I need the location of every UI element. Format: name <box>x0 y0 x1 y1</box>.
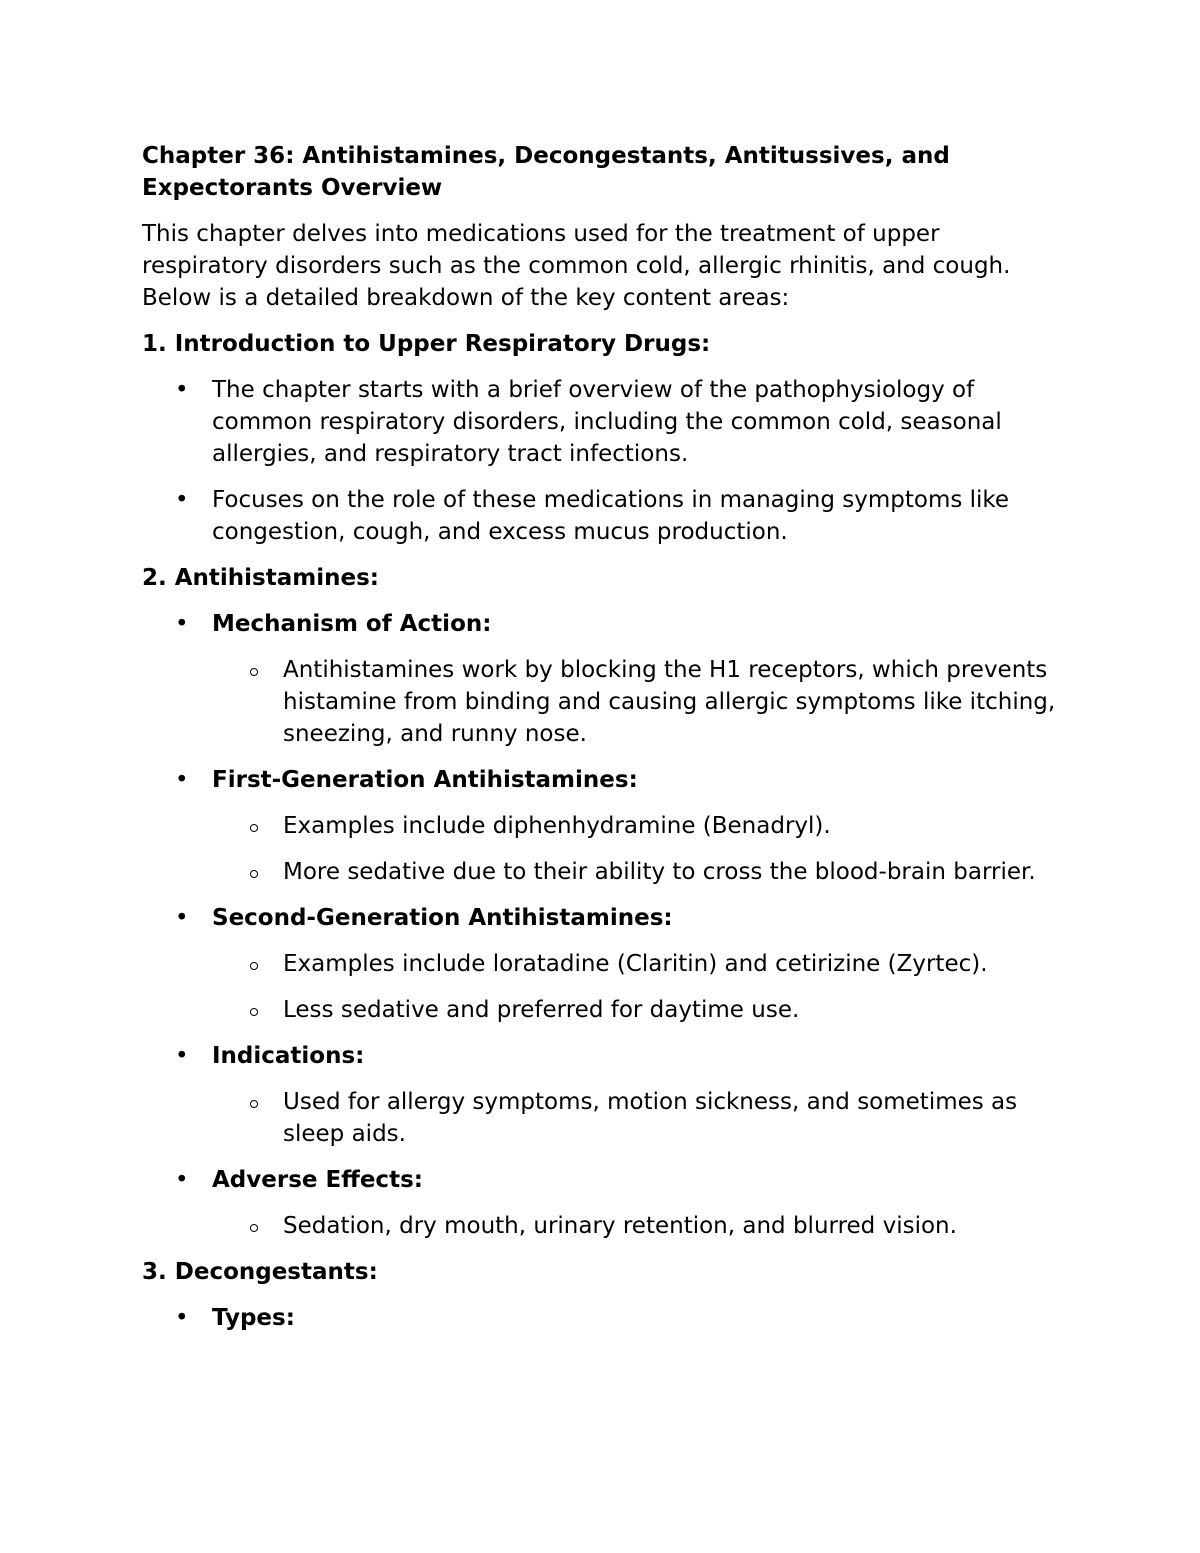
bullet-icon: • <box>175 611 189 637</box>
section-decongestants <box>142 1256 1072 1334</box>
document-title: Chapter 36: Antihistamines, Decongestants, Antitussives, and Expectorants Overview <box>142 143 950 201</box>
bullet-list <box>142 608 1072 1242</box>
sub-list <box>212 810 1072 888</box>
sub-list-item-text: Used for allergy symptoms, motion sickness, and sometimes as sleep aids. <box>283 1089 1018 1147</box>
document-page <box>142 140 1072 1348</box>
list-item <box>142 1164 1072 1242</box>
list-item-label: Second-Generation Antihistamines: <box>212 905 673 931</box>
list-item <box>142 608 1072 750</box>
sub-list-item <box>212 1086 1072 1150</box>
sub-list-item-text: Examples include loratadine (Claritin) and cetirizine (Zyrtec). <box>283 951 988 977</box>
sub-list-item <box>212 654 1072 750</box>
bullet-list <box>142 374 1072 548</box>
list-item-label: Mechanism of Action: <box>212 611 492 637</box>
bullet-icon: • <box>175 905 189 931</box>
hollow-circle-bullet-icon <box>250 668 258 676</box>
bullet-icon: • <box>175 1167 189 1193</box>
list-item <box>142 902 1072 1026</box>
list-item <box>142 484 1072 548</box>
sub-list-item-text: Examples include diphenhydramine (Benadryl). <box>283 813 831 839</box>
hollow-circle-bullet-icon <box>250 1008 258 1016</box>
bullet-icon: • <box>175 767 189 793</box>
list-item-label: First-Generation Antihistamines: <box>212 767 638 793</box>
sub-list-item-text: Sedation, dry mouth, urinary retention, and blurred vision. <box>283 1213 957 1239</box>
sub-list <box>212 948 1072 1026</box>
sub-list <box>212 654 1072 750</box>
section-heading: 3. Decongestants: <box>142 1259 378 1285</box>
section-heading: 2. Antihistamines: <box>142 565 379 591</box>
list-item <box>142 764 1072 888</box>
section-antihistamines <box>142 562 1072 1242</box>
sub-list-item <box>212 1210 1072 1242</box>
hollow-circle-bullet-icon <box>250 962 258 970</box>
sub-list-item <box>212 948 1072 980</box>
bullet-icon: • <box>175 487 189 513</box>
sub-list-item-text: Antihistamines work by blocking the H1 receptors, which prevents histamine from binding and causing allergic symptoms like itching, sneezing, and runny nose. <box>283 657 1056 747</box>
list-item <box>142 374 1072 470</box>
sub-list-item <box>212 856 1072 888</box>
hollow-circle-bullet-icon <box>250 870 258 878</box>
bullet-icon: • <box>175 1043 189 1069</box>
list-item-label: Types: <box>212 1305 295 1331</box>
hollow-circle-bullet-icon <box>250 1100 258 1108</box>
list-item-text: Focuses on the role of these medications in managing symptoms like congestion, cough, and excess mucus production. <box>212 487 1010 545</box>
list-item-label: Indications: <box>212 1043 365 1069</box>
hollow-circle-bullet-icon <box>250 1224 258 1232</box>
bullet-icon: • <box>175 377 189 403</box>
list-item <box>142 1302 1072 1334</box>
section-introduction <box>142 328 1072 548</box>
sub-list <box>212 1210 1072 1242</box>
hollow-circle-bullet-icon <box>250 824 258 832</box>
sub-list <box>212 1086 1072 1150</box>
list-item-label: Adverse Effects: <box>212 1167 423 1193</box>
section-heading: 1. Introduction to Upper Respiratory Drugs: <box>142 331 711 357</box>
bullet-icon: • <box>175 1305 189 1331</box>
sub-list-item-text: More sedative due to their ability to cross the blood-brain barrier. <box>283 859 1036 885</box>
sub-list-item-text: Less sedative and preferred for daytime use. <box>283 997 800 1023</box>
bullet-list <box>142 1302 1072 1334</box>
list-item <box>142 1040 1072 1150</box>
list-item-text: The chapter starts with a brief overview of the pathophysiology of common respiratory disorders, including the common cold, seasonal allergies, and respiratory tract infections. <box>212 377 1002 467</box>
sub-list-item <box>212 994 1072 1026</box>
sub-list-item <box>212 810 1072 842</box>
intro-paragraph: This chapter delves into medications used for the treatment of upper respiratory disorders such as the common cold, allergic rhinitis, and cough. Below is a detailed breakdown of the key content areas: <box>142 221 1011 311</box>
